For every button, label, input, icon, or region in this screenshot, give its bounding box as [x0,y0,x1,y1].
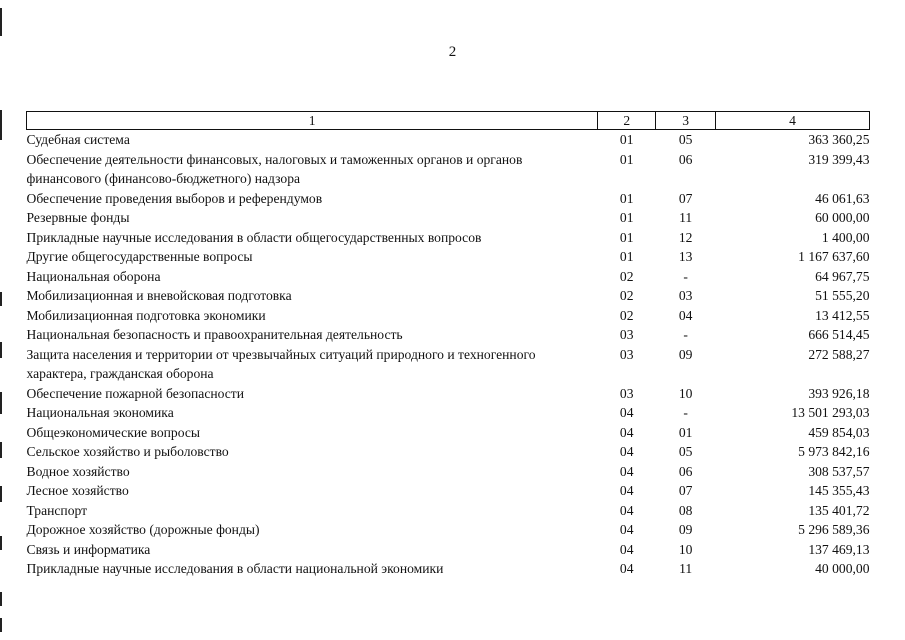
row-subsection-code: 10 [678,541,693,557]
table-row [27,481,870,501]
row-subsection-code: - [683,268,688,284]
header-row [27,112,870,130]
row-name: Другие общегосударственные вопросы [26,249,253,264]
row-section-code: 04 [619,541,634,557]
row-name: Мобилизационная и вневойсковая подготовка [26,288,292,303]
table-row [27,247,870,267]
row-amount: 145 355,43 [808,483,870,498]
row-amount: 363 360,25 [808,132,870,147]
table-row [27,442,870,462]
row-section-code: 04 [619,424,634,440]
row-name: Национальная оборона [26,268,161,284]
row-amount: 393 926,18 [808,385,870,401]
scan-edge-marks [0,0,2,640]
row-amount: 51 555,20 [815,288,870,303]
row-subsection-code: 05 [678,132,693,147]
row-section-code: 04 [619,483,634,498]
row-name: Обеспечение проведения выборов и референдумов [26,190,323,206]
row-amount: 64 967,75 [815,268,870,284]
row-subsection-code: 01 [678,424,693,440]
row-amount: 46 061,63 [815,190,870,206]
row-amount: 5 296 589,36 [798,522,870,537]
row-section-code: 01 [619,229,634,245]
table-row [27,462,870,482]
table-row [27,286,870,306]
table-row [27,208,870,228]
row-section-code: 04 [619,444,634,459]
row-subsection-code: - [683,327,688,342]
row-amount: 13 501 293,03 [791,405,870,420]
row-subsection-code: 05 [678,444,693,459]
row-name: Дорожное хозяйство (дорожные фонды) [26,522,260,537]
row-name: Сельское хозяйство и рыболовство [26,444,229,459]
row-subsection-code: - [683,405,688,420]
row-subsection-code: 09 [678,346,693,362]
row-section-code: 03 [619,346,634,362]
row-section-code: 04 [619,561,634,576]
row-amount: 319 399,43 [808,151,870,167]
row-amount: 272 588,27 [808,346,870,362]
row-section-code: 04 [619,463,634,479]
header-subsection: 3 [656,112,716,130]
table-row [27,189,870,209]
row-amount: 135 401,72 [808,502,870,518]
row-subsection-code: 07 [678,483,693,498]
table-row [27,267,870,287]
table-row [27,345,870,384]
table-row [27,559,870,579]
row-name: Судебная система [26,132,130,147]
row-subsection-code: 12 [678,229,693,245]
row-section-code: 01 [619,210,634,225]
row-name: Водное хозяйство [26,463,130,479]
row-name: Резервные фонды [26,210,130,225]
row-subsection-code: 06 [678,151,693,167]
row-amount: 1 400,00 [821,229,870,245]
row-amount: 40 000,00 [815,561,870,576]
table-row [27,540,870,560]
table-body [27,130,870,579]
row-subsection-code: 03 [678,288,693,303]
row-amount: 459 854,03 [808,424,870,440]
row-subsection-code: 13 [678,249,693,264]
row-name: Обеспечение деятельности финансовых, налоговых и таможенных органов и органов финансового (финансово-бюджетного) надзора [26,151,523,186]
row-section-code: 01 [619,249,634,264]
row-name: Связь и информатика [26,541,151,557]
row-name: Защита населения и территории от чрезвычайных ситуаций природного и техногенного характера, гражданская оборона [26,346,536,381]
row-amount: 137 469,13 [808,541,870,557]
row-section-code: 03 [619,385,634,401]
row-subsection-code: 04 [678,307,693,323]
table-header [27,112,870,130]
table-row [27,520,870,540]
row-amount: 5 973 842,16 [798,444,870,459]
page-number: 2 [448,44,457,60]
row-name: Прикладные научные исследования в области национальной экономики [26,561,444,576]
table-row [27,403,870,423]
row-section-code: 03 [619,327,634,342]
row-subsection-code: 11 [679,561,693,576]
table-row [27,423,870,443]
table-row [27,150,870,189]
row-name: Мобилизационная подготовка экономики [26,307,266,323]
row-subsection-code: 07 [678,190,693,206]
row-amount: 13 412,55 [815,307,870,323]
table-row [27,130,870,150]
row-amount: 60 000,00 [815,210,870,225]
row-section-code: 01 [619,132,634,147]
row-name: Прикладные научные исследования в области общегосударственных вопросов [26,229,482,245]
row-name: Обеспечение пожарной безопасности [26,385,245,401]
row-section-code: 02 [619,268,634,284]
row-section-code: 01 [619,151,634,167]
row-subsection-code: 10 [678,385,693,401]
budget-table [26,111,870,579]
row-amount: 308 537,57 [808,463,870,479]
row-section-code: 04 [619,522,634,537]
table-row [27,501,870,521]
table-row [27,325,870,345]
row-name: Транспорт [26,502,88,518]
row-amount: 666 514,45 [808,327,870,342]
row-section-code: 01 [619,190,634,206]
row-subsection-code: 11 [679,210,693,225]
row-subsection-code: 08 [678,502,693,518]
header-section: 2 [598,112,656,130]
row-name: Общеэкономические вопросы [26,424,201,440]
header-amount: 4 [716,112,870,130]
row-subsection-code: 06 [678,463,693,479]
row-section-code: 02 [619,307,634,323]
table-row [27,306,870,326]
row-subsection-code: 09 [678,522,693,537]
header-name: 1 [27,112,598,130]
table-row [27,384,870,404]
row-amount: 1 167 637,60 [798,249,870,264]
row-name: Национальная безопасность и правоохранительная деятельность [26,327,403,342]
row-name: Лесное хозяйство [26,483,129,498]
table-row [27,228,870,248]
row-section-code: 02 [619,288,634,303]
row-section-code: 04 [619,502,634,518]
row-name: Национальная экономика [26,405,174,420]
row-section-code: 04 [619,405,634,420]
